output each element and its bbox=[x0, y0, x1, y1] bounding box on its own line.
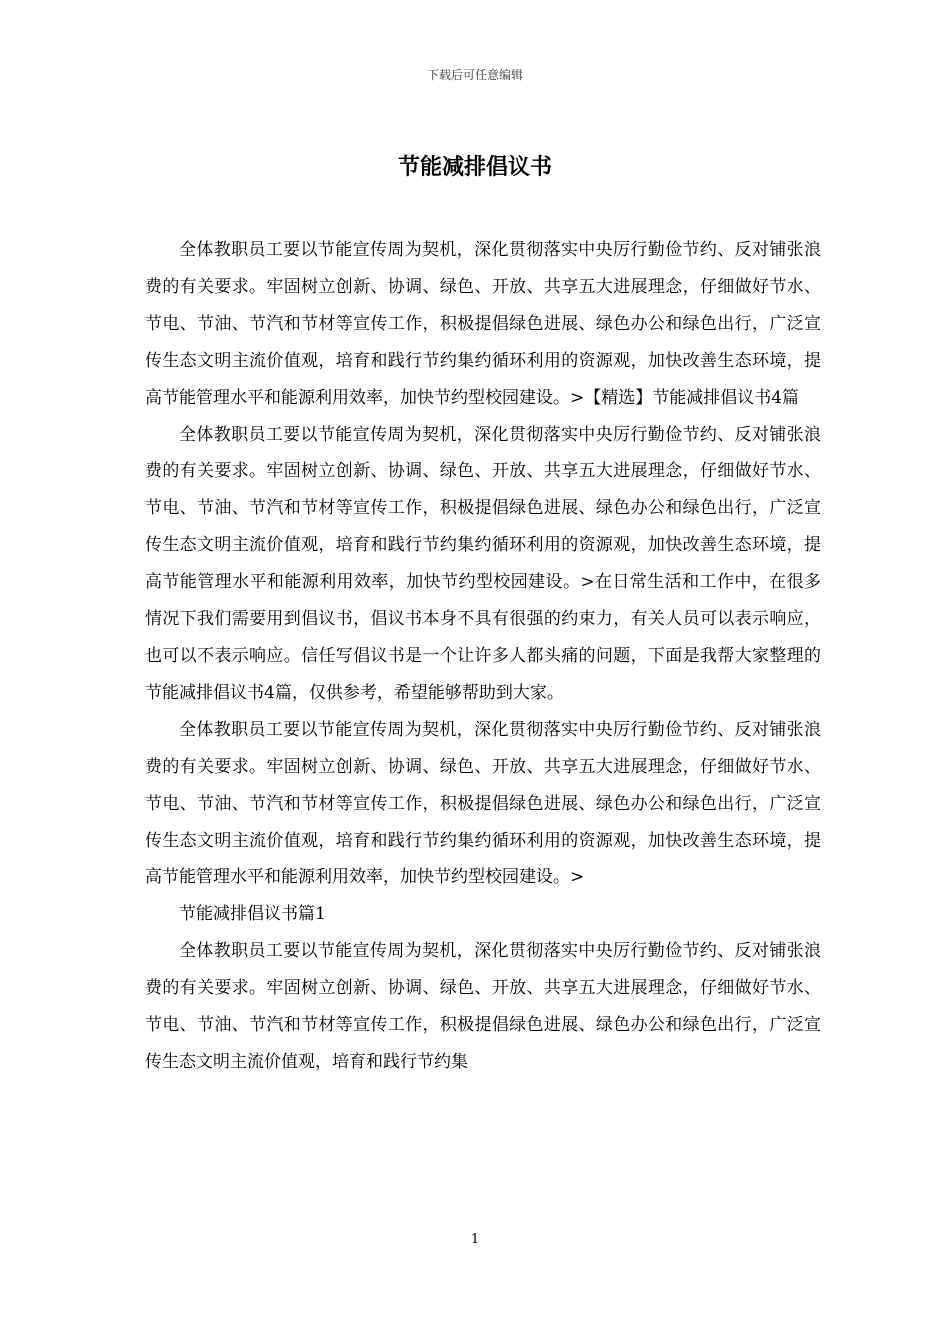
page-number: 1 bbox=[470, 1232, 480, 1247]
paragraph: 全体教职员工要以节能宣传周为契机，深化贯彻落实中央厉行勤俭节约、反对铺张浪费的有关要求。牢固树立创新、协调、绿色、开放、共享五大进展理念，仔细做好节水、节电、节油、节汽和节材等宣传工作，积极提倡绿色进展、绿色办公和绿色出行，广泛宣传生态文明主流价值观，培育和践行节约集约循环利用的资源观，加快改善生态环境，提高节能管理水平和能源利用效率，加快节约型校园建设。>在日常生活和工作中，在很多情况下我们需要用到倡议书，倡议书本身不具有很强的约束力，有关人员可以表示响应，也可以不表示响应。信任写倡议书是一个让许多人都头痛的问题，下面是我帮大家整理的节能减排倡议书4篇，仅供参考，希望能够帮助到大家。 bbox=[145, 424, 821, 703]
paragraph: 全体教职员工要以节能宣传周为契机，深化贯彻落实中央厉行勤俭节约、反对铺张浪费的有关要求。牢固树立创新、协调、绿色、开放、共享五大进展理念，仔细做好节水、节电、节油、节汽和节材等宣传工作，积极提倡绿色进展、绿色办公和绿色出行，广泛宣传生态文明主流价值观，培育和践行节约集 bbox=[145, 941, 821, 1072]
document-title: 节能减排倡议书 bbox=[397, 154, 552, 180]
header-note: 下载后可任意编辑 bbox=[426, 68, 523, 82]
paragraph: 全体教职员工要以节能宣传周为契机，深化贯彻落实中央厉行勤俭节约、反对铺张浪费的有关要求。牢固树立创新、协调、绿色、开放、共享五大进展理念，仔细做好节水、节电、节油、节汽和节材等宣传工作，积极提倡绿色进展、绿色办公和绿色出行，广泛宣传生态文明主流价值观，培育和践行节约集约循环利用的资源观，加快改善生态环境，提高节能管理水平和能源利用效率，加快节约型校园建设。>【精选】节能减排倡议书4篇 bbox=[145, 240, 821, 408]
document-body bbox=[145, 232, 821, 1081]
paragraph: 全体教职员工要以节能宣传周为契机，深化贯彻落实中央厉行勤俭节约、反对铺张浪费的有关要求。牢固树立创新、协调、绿色、开放、共享五大进展理念，仔细做好节水、节电、节油、节汽和节材等宣传工作，积极提倡绿色进展、绿色办公和绿色出行，广泛宣传生态文明主流价值观，培育和践行节约集约循环利用的资源观，加快改善生态环境，提高节能管理水平和能源利用效率，加快节约型校园建设。> bbox=[145, 719, 821, 888]
section-heading: 节能减排倡议书篇1 bbox=[179, 904, 326, 925]
